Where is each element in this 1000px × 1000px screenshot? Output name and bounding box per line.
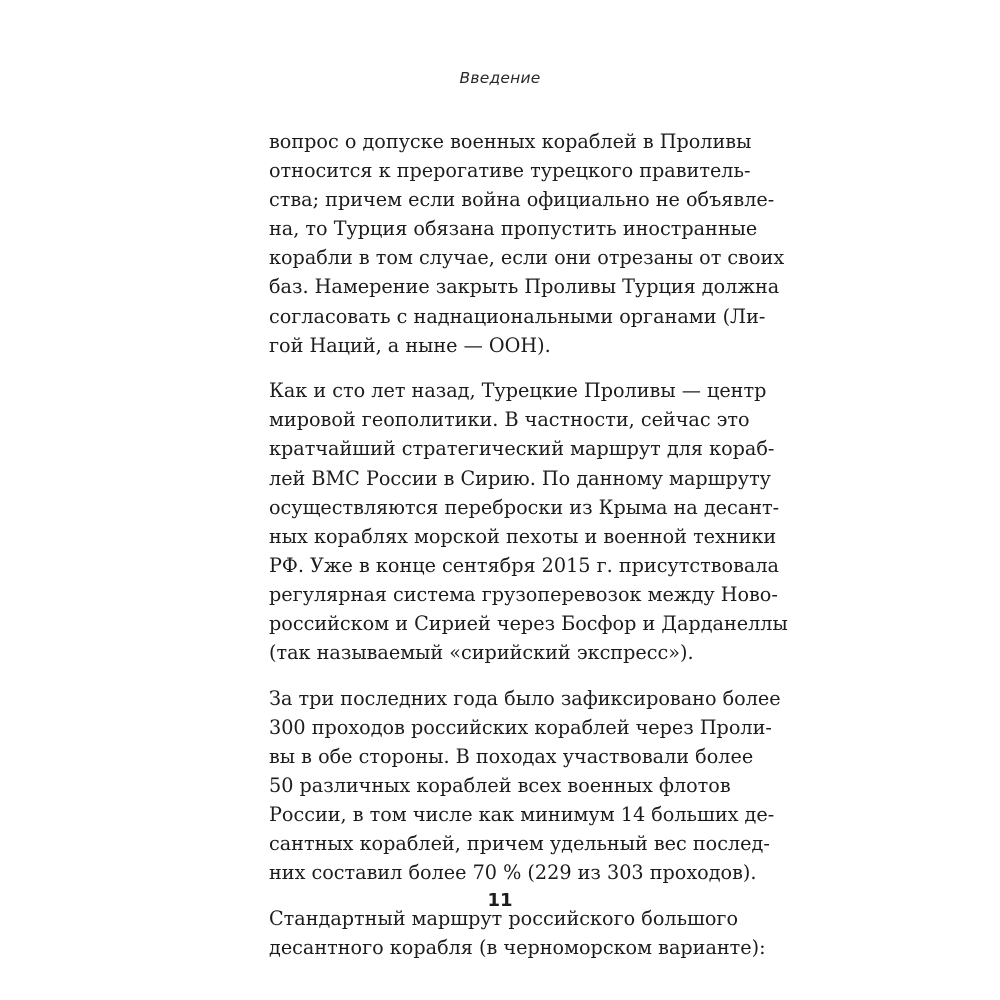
text-line: на, то Турция обязана пропустить иностранные (269, 217, 758, 241)
paragraph (269, 904, 766, 962)
text-line: гой Наций, а ныне — ООН). (269, 333, 551, 357)
text-line: 300 проходов российских кораблей через Проли- (269, 715, 772, 739)
text-line: Стандартный маршрут российского большого (269, 906, 739, 930)
text-line: Как и сто лет назад, Турецкие Проливы — центр (269, 379, 767, 403)
text-line: осуществляются переброски из Крыма на десант- (269, 495, 780, 519)
page-number: 11 (487, 890, 513, 911)
text-line: регулярная система грузоперевозок между Ново- (269, 582, 778, 606)
text-line: десантного корабля (в черноморском варианте): (269, 935, 766, 959)
text-line: ства; причем если война официально не объявле- (269, 188, 775, 212)
text-line: вопрос о допуске военных кораблей в Проливы (269, 130, 752, 153)
body-text (269, 127, 788, 979)
paragraph (269, 127, 785, 360)
text-line: вы в обе стороны. В походах участвовали более (269, 744, 754, 768)
text-line: мировой геополитики. В частности, сейчас это (269, 408, 750, 432)
text-line: За три последних года было зафиксировано более (269, 686, 781, 710)
text-line: РФ. Уже в конце сентября 2015 г. присутствовала (269, 553, 779, 577)
running-title: Введение (459, 69, 541, 87)
text-line: России, в том числе как минимум 14 больших де- (269, 803, 775, 827)
paragraph (269, 376, 788, 667)
text-line: кратчайший стратегический маршрут для кораб- (269, 437, 775, 461)
text-line: корабли в том случае, если они отрезаны от своих (269, 246, 785, 270)
text-line: российском и Сирией через Босфор и Дарданеллы (269, 612, 788, 635)
text-line: относится к прерогативе турецкого правитель- (269, 159, 751, 183)
paragraph (269, 684, 781, 888)
text-line: (так называемый «сирийский экспресс»). (269, 641, 694, 665)
text-line: сантных кораблей, причем удельный вес послед- (269, 832, 770, 856)
text-line: них составил более 70 % (229 из 303 проходов). (269, 861, 757, 885)
text-line: лей ВМС России в Сирию. По данному маршруту (269, 466, 771, 490)
text-line: ных кораблях морской пехоты и военной техники (269, 524, 777, 548)
text-line: согласовать с наднациональными органами (Ли- (269, 304, 766, 328)
text-line: 50 различных кораблей всех военных флотов (269, 773, 731, 797)
text-line: баз. Намерение закрыть Проливы Турция должна (269, 275, 780, 299)
